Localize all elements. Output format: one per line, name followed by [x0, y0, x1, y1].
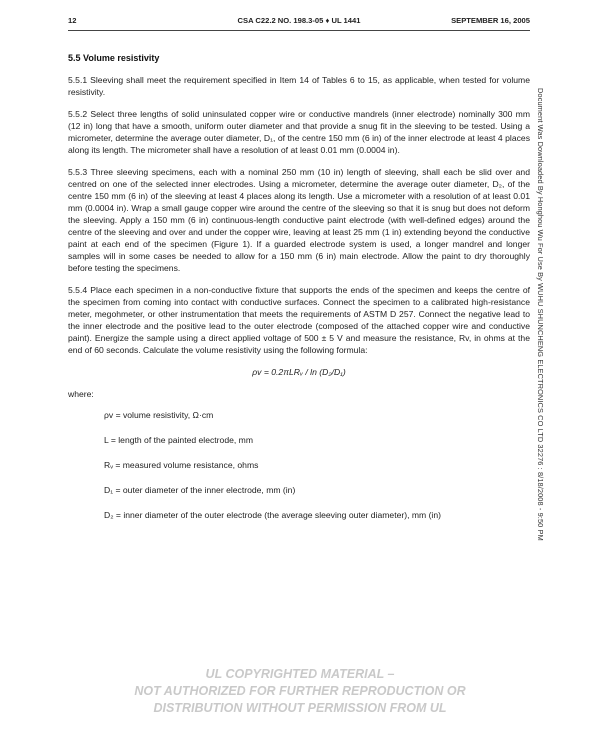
- page-number: 12: [68, 16, 77, 25]
- where-label: where:: [68, 389, 94, 399]
- download-notice-sidebar: Document Was Downloaded By Honghou Wu For Use By WUHU SHUNCHENG ELECTRONICS CO LTD 32276 : 8/18/2008 - 9:50 PM: [536, 88, 545, 541]
- paragraph-5-5-3: 5.5.3 Three sleeving specimens, each with a nominal 250 mm (10 in) length of sleeving, shall each be slid over and centred on one of the selected inner electrodes. Using a micrometer, determine the average outer diameter, D₂, of the centre 150 mm (6 in) of the sleeving at least 4 places along its length. Use a micrometer with a resolution of at least 0.01 mm (0.0004 in). Wrap a small gauge copper wire around the centre of the sleeving so that it is snug but does not deform the sleeving. Apply a 150 mm (6 in) continuous-length conductive paint electrode (with well-defined edges) around the centre of the sleeving and over and under the copper wire, leaving at least 25 mm (1 in) extending beyond the conductive paint at each end of the specimen (Figure 1). If a guarded electrode system is used, a longer mandrel and longer samples will in some cases be needed to allow for a 150 mm (6 in) main electrode. Allow the paint to dry thoroughly before testing the specimens.: [68, 167, 530, 273]
- definition-rho-v: ρv = volume resistivity, Ω·cm: [104, 410, 214, 420]
- definition-resistance: Rᵥ = measured volume resistance, ohms: [104, 460, 259, 470]
- paragraph-5-5-4: 5.5.4 Place each specimen in a non-conductive fixture that supports the ends of the specimen and keeps the centre of the specimen from coming into contact with conductive surfaces. Connect the specimen to a calibrated high-resistance meter, megohmeter, or other instrumentation that meets the requirements of ASTM D 257. Connect the negative lead to the inner electrode and the positive lead to the outer electrode (composed of the attached copper wire and conductive paint). Energize the sample using a direct applied voltage of 500 ± 5 V and measure the resistance, Rv, in ohms at the end of 60 seconds. Calculate the volume resistivity using the following formula:: [68, 285, 530, 355]
- definition-d1: D₁ = outer diameter of the inner electrode, mm (in): [104, 485, 296, 495]
- watermark-line-3: DISTRIBUTION WITHOUT PERMISSION FROM UL: [153, 701, 447, 715]
- volume-resistivity-formula: ρv = 0.2πLRᵥ / ln (D₂/D₁): [252, 367, 346, 377]
- definition-length: L = length of the painted electrode, mm: [104, 435, 253, 445]
- copyright-watermark: [0, 666, 600, 717]
- section-heading: 5.5 Volume resistivity: [68, 53, 160, 63]
- page-header: [68, 16, 530, 31]
- paragraph-5-5-1: 5.5.1 Sleeving shall meet the requirement specified in Item 14 of Tables 6 to 15, as applicable, when tested for volume resistivity.: [68, 75, 530, 97]
- paragraph-5-5-2: 5.5.2 Select three lengths of solid uninsulated copper wire or conductive mandrels (inner electrode) nominally 300 mm (12 in) long that have a smooth, uniform outer diameter and that provide a snug fit in the sleeving to be tested. Using a micrometer, determine the average outer diameter, D₁, of the centre 150 mm (6 in) of the inner electrode at least 4 places along its length. The micrometer shall have a resolution of at least 0.01 mm (0.0004 in).: [68, 109, 530, 155]
- page-date: SEPTEMBER 16, 2005: [451, 16, 530, 25]
- watermark-line-1: UL COPYRIGHTED MATERIAL –: [205, 667, 395, 681]
- document-body: [68, 52, 530, 534]
- standard-title: CSA C22.2 NO. 198.3-05 ♦ UL 1441: [237, 16, 361, 25]
- definition-d2: D₂ = inner diameter of the outer electrode (the average sleeving outer diameter), mm (in): [104, 510, 441, 520]
- watermark-line-2: NOT AUTHORIZED FOR FURTHER REPRODUCTION OR: [134, 684, 466, 698]
